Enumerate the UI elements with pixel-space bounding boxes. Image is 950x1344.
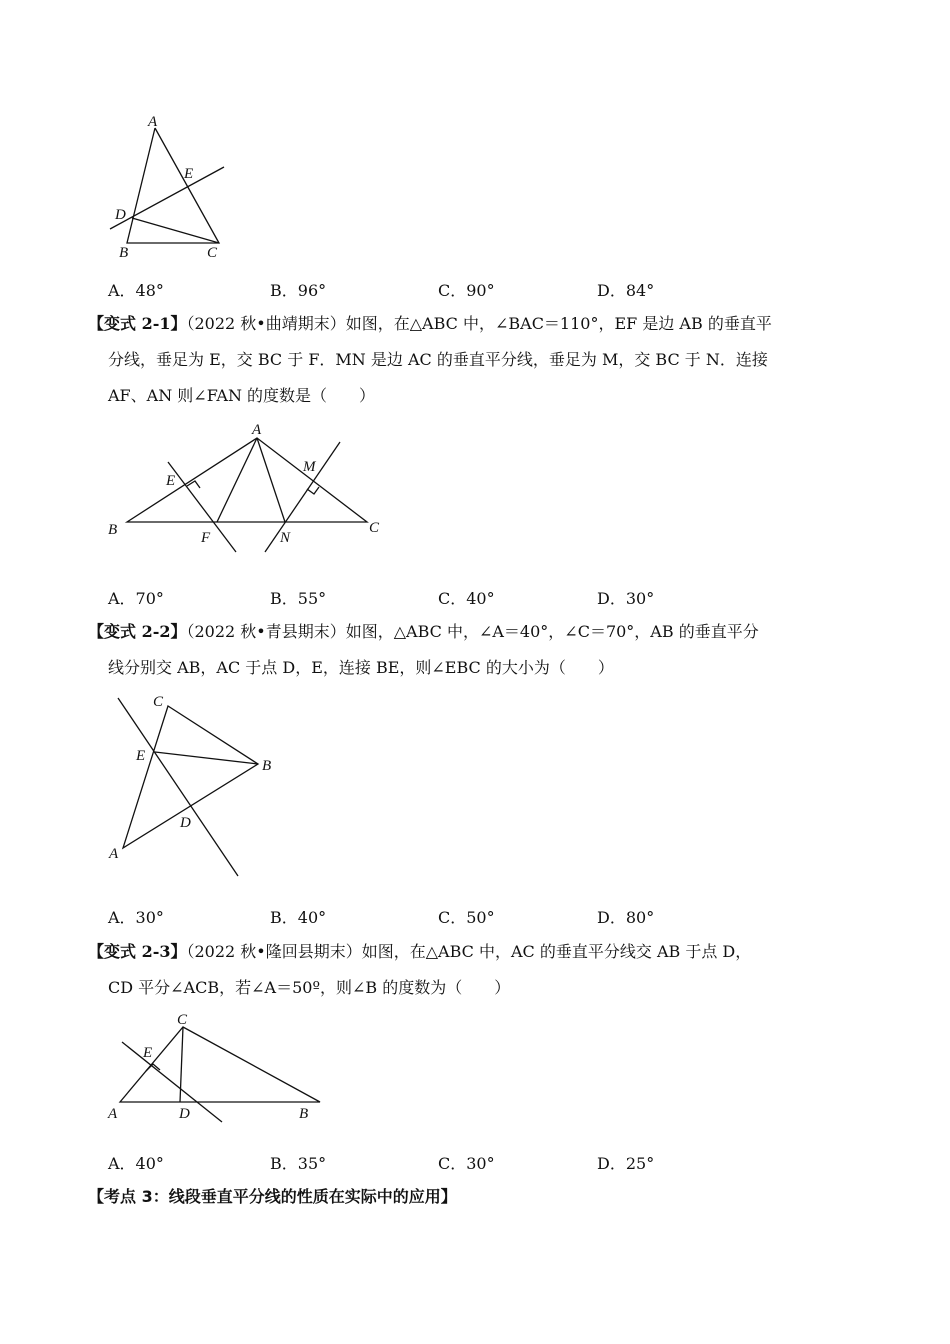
label-C: C (369, 520, 380, 536)
label-E: E (143, 1045, 153, 1061)
question-line: （2022 秋•青县期末）如图，△ABC 中，∠A＝40°，∠C＝70°，AB 的垂直平分 (186, 622, 759, 641)
label-B: B (119, 245, 129, 261)
label-E: E (166, 473, 176, 489)
option-b[interactable]: B．40° (270, 908, 327, 927)
option-c[interactable]: C．90° (438, 281, 495, 300)
option-a[interactable]: A．48° (108, 281, 164, 300)
label-B: B (108, 522, 118, 538)
question-line: 分线，垂足为 E，交 BC 于 F．MN 是边 AC 的垂直平分线，垂足为 M，交 BC 于 N．连接 (108, 350, 768, 369)
figure-triangle-4 (100, 1008, 330, 1123)
figure-triangle-3 (100, 688, 290, 883)
option-b[interactable]: B．35° (270, 1154, 327, 1173)
option-d[interactable]: D．25° (597, 1154, 655, 1173)
label-A: A (108, 1106, 118, 1122)
option-c[interactable]: C．30° (438, 1154, 495, 1173)
option-a[interactable]: A．40° (108, 1154, 164, 1173)
label-C: C (153, 694, 164, 710)
option-c[interactable]: C．40° (438, 589, 495, 608)
question-tag: 【变式 2-1】 (88, 314, 187, 333)
figure-triangle-1 (100, 110, 240, 265)
label-A: A (109, 846, 119, 862)
question-2-2 (88, 614, 878, 686)
question-tag: 【变式 2-3】 (88, 942, 187, 961)
section-heading: 【考点 3：线段垂直平分线的性质在实际中的应用】 (88, 1187, 457, 1206)
label-M: M (303, 459, 316, 475)
question-line: 线分别交 AB，AC 于点 D，E，连接 BE，则∠EBC 的大小为（ ） (108, 658, 614, 677)
label-F: F (201, 530, 211, 546)
question-line: AF、AN 则∠FAN 的度数是（ ） (108, 386, 376, 405)
option-b[interactable]: B．55° (270, 589, 327, 608)
option-c[interactable]: C．50° (438, 908, 495, 927)
label-B: B (262, 758, 272, 774)
question-2-3 (88, 934, 878, 1006)
label-D: D (115, 207, 126, 223)
option-b[interactable]: B．96° (270, 281, 327, 300)
label-E: E (136, 748, 146, 764)
label-A: A (148, 114, 158, 130)
option-a[interactable]: A．30° (108, 908, 164, 927)
question-line: （2022 秋•曲靖期末）如图，在△ABC 中，∠BAC＝110°，EF 是边 AB 的垂直平 (186, 314, 772, 333)
question-line: CD 平分∠ACB，若∠A＝50º，则∠B 的度数为（ ） (108, 978, 511, 997)
question-line: （2022 秋•隆回县期末）如图，在△ABC 中，AC 的垂直平分线交 AB 于点 D， (186, 942, 752, 961)
option-a[interactable]: A．70° (108, 589, 164, 608)
label-A: A (252, 422, 262, 438)
option-d[interactable]: D．30° (597, 589, 655, 608)
question-tag: 【变式 2-2】 (88, 622, 187, 641)
label-D: D (179, 1106, 190, 1122)
label-D: D (180, 815, 191, 831)
option-d[interactable]: D．84° (597, 281, 655, 300)
option-d[interactable]: D．80° (597, 908, 655, 927)
question-2-1 (88, 306, 878, 414)
label-N: N (280, 530, 291, 546)
label-B: B (299, 1106, 309, 1122)
figure-triangle-2 (100, 418, 390, 558)
label-E: E (184, 166, 194, 182)
label-C: C (177, 1012, 188, 1028)
label-C: C (207, 245, 218, 261)
